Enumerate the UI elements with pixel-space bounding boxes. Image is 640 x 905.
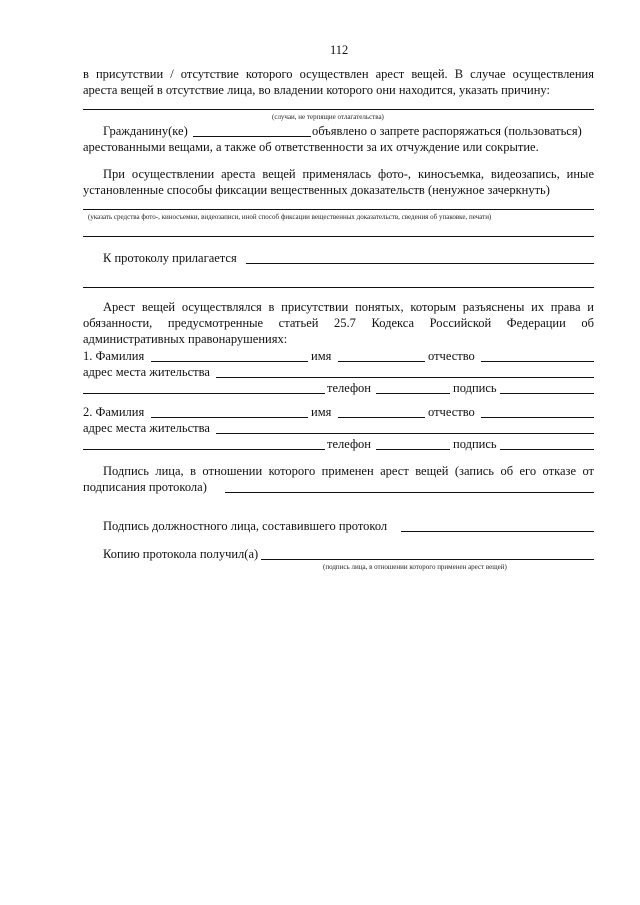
- witness-2-name-field[interactable]: [338, 417, 425, 418]
- fixation-line-1: При осуществлении ареста вещей применялась фото-, киносъемка, видеозапись, иные: [103, 167, 594, 181]
- attachment-field-line-2[interactable]: [83, 287, 594, 288]
- witness-2-patronymic-field[interactable]: [481, 417, 594, 418]
- witness-2-address-field-2[interactable]: [83, 449, 325, 450]
- citizen-label: Гражданину(ке): [103, 124, 188, 138]
- citizen-line-2: арестованными вещами, а также об ответственности за их отчуждение или сокрытие.: [83, 140, 539, 154]
- attachment-label: К протоколу прилагается: [103, 251, 237, 265]
- person-signature-line-2: подписания протокола): [83, 480, 207, 494]
- person-signature-field[interactable]: [225, 492, 594, 493]
- fixation-field-line-2[interactable]: [83, 236, 594, 237]
- witness-1-name-label: имя: [311, 349, 332, 363]
- witness-2-address-label: адрес места жительства: [83, 421, 210, 435]
- copy-received-caption: (подпись лица, в отношении которого применен арест вещей): [323, 563, 507, 571]
- witness-1-signature-label: подпись: [453, 381, 497, 395]
- witness-2-address-field-1[interactable]: [216, 433, 594, 434]
- page-number: 112: [330, 43, 349, 57]
- intro-line-2: ареста вещей в отсутствие лица, во владении которого они находится, указать причину:: [83, 83, 550, 97]
- person-signature-line-1: Подпись лица, в отношении которого применен арест вещей (запись об его отказе от: [103, 464, 594, 478]
- witness-1-phone-field[interactable]: [376, 393, 450, 394]
- witness-1-phone-label: телефон: [327, 381, 371, 395]
- fixation-caption: (указать средства фото-, киносъемки, видеозаписи, иной способ фиксации вещественных доказательств, сведения об упаковке, печати): [88, 213, 492, 221]
- fixation-field-line-1[interactable]: [83, 209, 594, 210]
- copy-received-field[interactable]: [261, 559, 594, 560]
- witnesses-intro-line-1: Арест вещей осуществлялся в присутствии понятых, которым разъяснены их права и: [103, 300, 594, 314]
- witness-1-surname-label: 1. Фамилия: [83, 349, 145, 363]
- reason-caption: (случаи, не терпящие отлагательства): [272, 113, 384, 121]
- witness-2-name-label: имя: [311, 405, 332, 419]
- citizen-name-field-line[interactable]: [193, 136, 311, 137]
- witnesses-intro-line-2: обязанности, предусмотренные статьей 25.7 Кодекса Российской Федерации об: [83, 316, 594, 330]
- witnesses-intro-line-3: административных правонарушениях:: [83, 332, 288, 346]
- witness-1-address-field-1[interactable]: [216, 377, 594, 378]
- official-signature-label: Подпись должностного лица, составившего протокол: [103, 519, 388, 533]
- witness-1-patronymic-label: отчество: [428, 349, 475, 363]
- witness-2-signature-field[interactable]: [500, 449, 594, 450]
- reason-field-line[interactable]: [83, 109, 594, 110]
- witness-2-phone-field[interactable]: [376, 449, 450, 450]
- witness-1-address-label: адрес места жительства: [83, 365, 210, 379]
- attachment-field-line-1[interactable]: [246, 263, 594, 264]
- witness-1-address-field-2[interactable]: [83, 393, 325, 394]
- witness-1-signature-field[interactable]: [500, 393, 594, 394]
- witness-2-surname-label: 2. Фамилия: [83, 405, 145, 419]
- intro-line-1: в присутствии / отсутствие которого осуществлен арест вещей. В случае осуществления: [83, 67, 594, 81]
- copy-received-label: Копию протокола получил(а): [103, 547, 259, 561]
- witness-1-patronymic-field[interactable]: [481, 361, 594, 362]
- witness-1-surname-field[interactable]: [151, 361, 308, 362]
- official-signature-field[interactable]: [401, 531, 594, 532]
- witness-2-phone-label: телефон: [327, 437, 371, 451]
- witness-2-signature-label: подпись: [453, 437, 497, 451]
- witness-2-surname-field[interactable]: [151, 417, 308, 418]
- witness-1-name-field[interactable]: [338, 361, 425, 362]
- witness-2-patronymic-label: отчество: [428, 405, 475, 419]
- fixation-line-2: установленные способы фиксации вещественных доказательств (ненужное зачеркнуть): [83, 183, 550, 197]
- citizen-notice: объявлено о запрете распоряжаться (пользоваться): [312, 124, 582, 138]
